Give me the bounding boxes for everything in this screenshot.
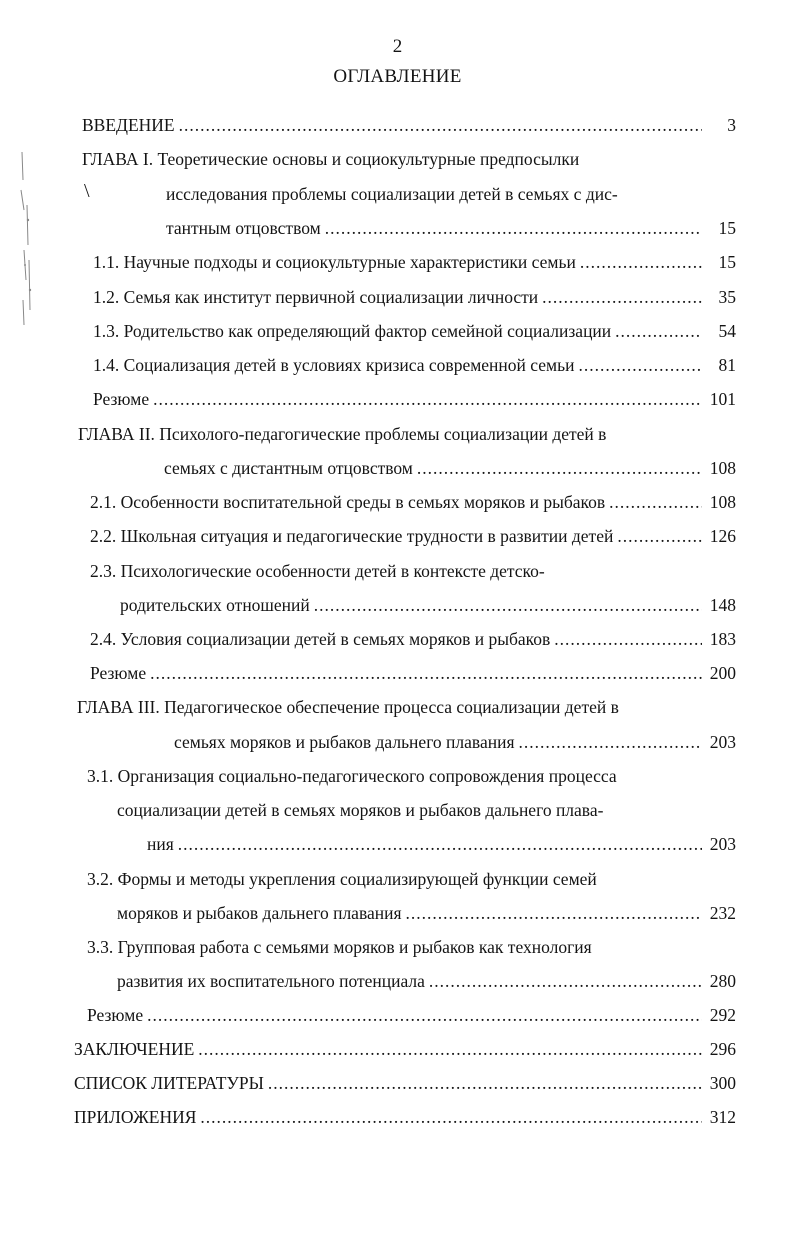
toc-entry-title: 1.2. Семья как институт первичной социализации личности — [93, 287, 539, 307]
toc-entry-title: 2.1. Особенности воспитательной среды в семьях моряков и рыбаков — [90, 492, 606, 512]
toc-entry-title-line1: 3.3. Групповая работа с семьями моряков и рыбаков как технология — [87, 937, 592, 957]
toc-chapter-2-title[interactable] — [78, 421, 736, 447]
toc-entry-title: 2.2. Школьная ситуация и педагогические трудности в развитии детей — [90, 526, 614, 546]
leader-dots — [580, 249, 702, 275]
toc-entry-page: 296 — [709, 1039, 736, 1059]
toc-entry-title-line2: социализации детей в семьях моряков и рыбаков дальнего плава- — [117, 800, 604, 820]
toc-entry-page: 54 — [718, 321, 736, 341]
leader-dots — [542, 284, 702, 310]
toc-entry-3-1[interactable] — [87, 763, 736, 789]
toc-entry-page: 280 — [709, 971, 736, 991]
toc-heading: ОГЛАВЛЕНИЕ — [333, 66, 462, 87]
toc-entry-title-line2: развития их воспитательного потенциала — [117, 971, 425, 991]
toc-entry-3-1-cont — [117, 797, 736, 823]
toc-entry-title-line1: ГЛАВА III. Педагогическое обеспечение процесса социализации детей в — [77, 697, 619, 717]
leader-dots — [578, 352, 702, 378]
leader-dots — [429, 968, 702, 994]
toc-entry-3-3-cont — [117, 968, 736, 994]
toc-entry-title-line1: ГЛАВА II. Психолого-педагогические проблемы социализации детей в — [78, 424, 607, 444]
toc-entry-page: 300 — [709, 1073, 736, 1093]
toc-entry-page: 292 — [709, 1005, 736, 1025]
page-number: 2 — [392, 36, 403, 57]
toc-entry-page: 203 — [709, 834, 736, 854]
toc-entry-conclusion[interactable] — [74, 1036, 736, 1062]
leader-dots — [615, 318, 702, 344]
toc-entry-title-line2: исследования проблемы социализации детей в семьях с дис- — [166, 184, 618, 204]
toc-entry-page: 200 — [709, 663, 736, 683]
toc-entry-page: 183 — [709, 629, 736, 649]
toc-entry-appendices[interactable] — [74, 1104, 736, 1130]
toc-entry-title-line2: семьях моряков и рыбаков дальнего плавания — [174, 732, 515, 752]
toc-entry-title: 1.4. Социализация детей в условиях кризиса современной семьи — [93, 355, 575, 375]
leader-dots — [179, 112, 702, 138]
toc-entry-3-1-last — [147, 831, 736, 857]
toc-entry-page: 35 — [718, 287, 736, 307]
toc-entry-title-line2: родительских отношений — [120, 595, 310, 615]
leader-dots — [268, 1070, 702, 1096]
toc-entry-2-3-cont — [120, 592, 736, 618]
leader-dots — [147, 1002, 702, 1028]
toc-entry-title: 1.3. Родительство как определяющий фактор семейной социализации — [93, 321, 612, 341]
leader-dots — [153, 386, 702, 412]
toc-entry-3-2-cont — [117, 900, 736, 926]
toc-entry-summary-2[interactable] — [90, 660, 736, 686]
toc-chapter-1-last — [166, 215, 736, 241]
toc-chapter-1-title-cont — [166, 181, 736, 207]
toc-entry-title-line1: 2.3. Психологические особенности детей в контексте детско- — [90, 561, 545, 581]
leader-dots — [150, 660, 702, 686]
toc-entry-title: ВВЕДЕНИЕ — [82, 115, 175, 135]
toc-entry-page: 148 — [709, 595, 736, 615]
leader-dots — [178, 831, 702, 857]
toc-entry-page: 15 — [718, 218, 736, 238]
toc-entry-title-line1: 3.2. Формы и методы укрепления социализирующей функции семей — [87, 869, 597, 889]
toc-entry-summary-3[interactable] — [87, 1002, 736, 1028]
toc-entry-1-2[interactable] — [93, 284, 736, 310]
toc-chapter-1-title[interactable] — [82, 146, 736, 172]
toc-entry-summary-1[interactable] — [93, 386, 736, 412]
toc-entry-page: 232 — [709, 903, 736, 923]
toc-entry-bibliography[interactable] — [74, 1070, 736, 1096]
toc-entry-page: 3 — [727, 115, 736, 135]
toc-entry-title-line2: моряков и рыбаков дальнего плавания — [117, 903, 402, 923]
toc-entry-title: ЗАКЛЮЧЕНИЕ — [74, 1039, 195, 1059]
toc-chapter-3-last — [174, 729, 736, 755]
toc-entry-2-4[interactable] — [90, 626, 736, 652]
toc-entry-page: 108 — [709, 492, 736, 512]
toc-entry-2-2[interactable] — [90, 523, 736, 549]
toc-entry-title-line3: ния — [147, 834, 174, 854]
toc-entry-title-line1: 3.1. Организация социально-педагогического сопровождения процесса — [87, 766, 617, 786]
leader-dots — [519, 729, 702, 755]
scan-edge-artifact — [18, 150, 34, 330]
toc-entry-3-2[interactable] — [87, 866, 736, 892]
toc-entry-title: Резюме — [90, 663, 147, 683]
toc-entry-1-3[interactable] — [93, 318, 736, 344]
toc-entry-page: 108 — [709, 458, 736, 478]
toc-entry-1-4[interactable] — [93, 352, 736, 378]
leader-dots — [198, 1036, 702, 1062]
toc-entry-page: 203 — [709, 732, 736, 752]
leader-dots — [554, 626, 702, 652]
toc-entry-page: 312 — [709, 1107, 736, 1127]
toc-entry-2-3[interactable] — [90, 558, 736, 584]
toc-entry-title: СПИСОК ЛИТЕРАТУРЫ — [74, 1073, 264, 1093]
toc-entry-3-3[interactable] — [87, 934, 736, 960]
toc-entry-introduction[interactable] — [82, 112, 736, 138]
leader-dots — [314, 592, 702, 618]
toc-entry-title-line3: тантным отцовством — [166, 218, 321, 238]
toc-entry-title-line2: семьях с дистантным отцовством — [164, 458, 413, 478]
toc-entry-title: 2.4. Условия социализации детей в семьях моряков и рыбаков — [90, 629, 551, 649]
leader-dots — [406, 900, 702, 926]
toc-entry-title: ПРИЛОЖЕНИЯ — [74, 1107, 197, 1127]
toc-entry-title: 1.1. Научные подходы и социокультурные характеристики семьи — [93, 252, 576, 272]
toc-entry-1-1[interactable] — [93, 249, 736, 275]
toc-chapter-2-last — [164, 455, 736, 481]
toc-entry-page: 101 — [709, 389, 736, 409]
leader-dots — [325, 215, 702, 241]
toc-entry-page: 81 — [718, 355, 736, 375]
leader-dots — [609, 489, 702, 515]
leader-dots — [617, 523, 702, 549]
toc-chapter-3-title[interactable] — [77, 694, 736, 720]
leader-dots — [200, 1104, 702, 1130]
backslash-mark: \ — [84, 180, 90, 202]
leader-dots — [417, 455, 702, 481]
toc-entry-page: 126 — [709, 526, 736, 546]
toc-entry-2-1[interactable] — [90, 489, 736, 515]
toc-entry-page: 15 — [718, 252, 736, 272]
toc-entry-title: Резюме — [93, 389, 150, 409]
toc-entry-title-line1: ГЛАВА I. Теоретические основы и социокультурные предпосылки — [82, 149, 580, 169]
toc-entry-title: Резюме — [87, 1005, 144, 1025]
